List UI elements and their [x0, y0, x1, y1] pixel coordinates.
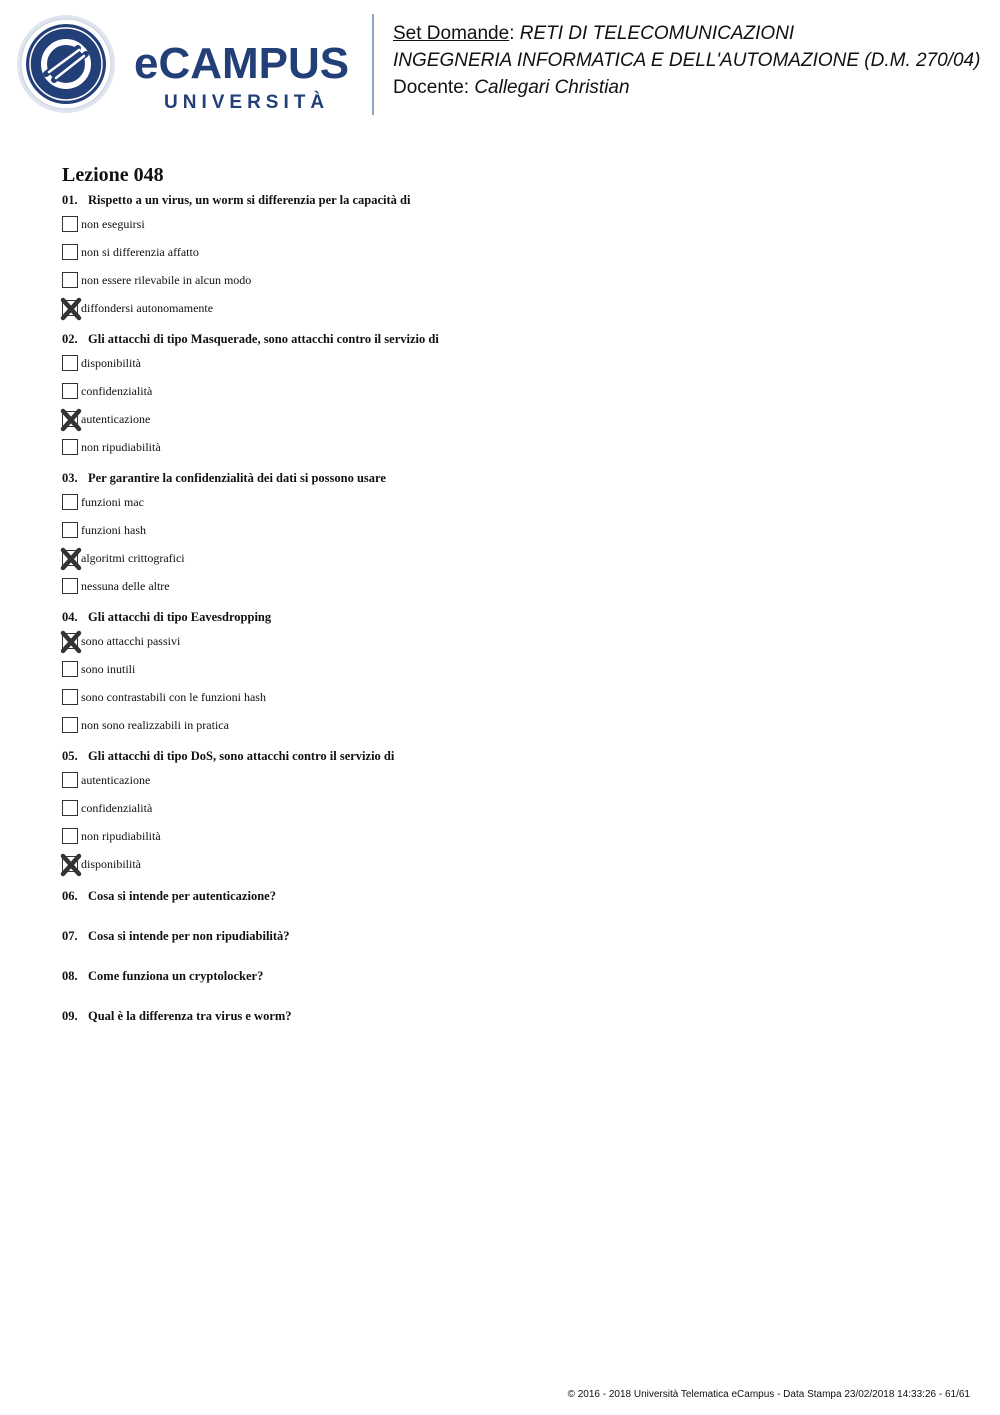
- ecampus-wordmark: [134, 36, 356, 116]
- answer-option[interactable]: [62, 405, 962, 433]
- answer-label: autenticazione: [81, 772, 151, 787]
- question-text: Rispetto a un virus, un worm si differenzia per la capacità di: [88, 193, 411, 207]
- open-question: [62, 926, 962, 966]
- answer-option[interactable]: [62, 572, 962, 600]
- svg-text:eCAMPUS: eCAMPUS: [134, 39, 350, 88]
- checkbox-icon[interactable]: [62, 772, 78, 788]
- answer-label: non eseguirsi: [81, 216, 145, 231]
- teacher-line: [393, 74, 980, 101]
- question-number: 03.: [62, 471, 78, 485]
- multiple-choice-questions: [62, 190, 962, 878]
- checkbox-icon[interactable]: [62, 355, 78, 371]
- answer-option[interactable]: [62, 488, 962, 516]
- open-question: [62, 966, 962, 1006]
- answer-label: non si differenzia affatto: [81, 244, 199, 259]
- checked-checkbox-icon[interactable]: [62, 411, 78, 427]
- answer-label: funzioni hash: [81, 522, 146, 537]
- answer-label: non ripudiabilità: [81, 828, 161, 843]
- question-text: Gli attacchi di tipo Eavesdropping: [88, 610, 272, 624]
- answer-option[interactable]: [62, 627, 962, 655]
- question-title: [62, 746, 962, 766]
- answer-label: sono attacchi passivi: [81, 633, 181, 648]
- open-question: [62, 886, 962, 926]
- question-number: 04.: [62, 610, 78, 624]
- answer-label: non essere rilevabile in alcun modo: [81, 272, 252, 287]
- checked-checkbox-icon[interactable]: [62, 856, 78, 872]
- checkbox-icon[interactable]: [62, 717, 78, 733]
- answer-option[interactable]: [62, 544, 962, 572]
- answer-label: non ripudiabilità: [81, 439, 161, 454]
- question-text: Cosa si intende per non ripudiabilità?: [88, 929, 290, 943]
- checkbox-icon[interactable]: [62, 689, 78, 705]
- checked-checkbox-icon[interactable]: [62, 633, 78, 649]
- set-label: Set Domande: [393, 23, 510, 44]
- question-title: [62, 329, 962, 349]
- answer-option[interactable]: [62, 850, 962, 878]
- checked-checkbox-icon[interactable]: [62, 300, 78, 316]
- page-header: [0, 0, 1000, 130]
- answer-label: disponibilità: [81, 355, 141, 370]
- degree-name: INGEGNERIA INFORMATICA E DELL'AUTOMAZIONE (D.M. 270/04): [393, 50, 981, 71]
- question-text: Per garantire la confidenzialità dei dati si possono usare: [88, 471, 386, 485]
- open-question: [62, 1006, 962, 1046]
- answer-label: diffondersi autonomamente: [81, 300, 214, 315]
- question-title: [62, 607, 962, 627]
- answer-option[interactable]: [62, 766, 962, 794]
- course-name: RETI DI TELECOMUNICAZIONI: [519, 23, 795, 44]
- answer-label: autenticazione: [81, 411, 151, 426]
- header-divider: [372, 14, 374, 115]
- question-number: 09.: [62, 1009, 78, 1023]
- answer-label: disponibilità: [81, 856, 141, 871]
- question-1: [62, 190, 962, 322]
- answer-label: confidenzialità: [81, 383, 153, 398]
- checkbox-icon[interactable]: [62, 800, 78, 816]
- page-footer: © 2016 - 2018 Università Telematica eCampus - Data Stampa 23/02/2018 14:33:26 - 61/61: [567, 1389, 970, 1400]
- checkbox-icon[interactable]: [62, 272, 78, 288]
- answer-label: nessuna delle altre: [81, 578, 170, 593]
- open-questions: [62, 886, 962, 1046]
- checkbox-icon[interactable]: [62, 244, 78, 260]
- question-set: [62, 160, 962, 1046]
- question-title: [62, 190, 962, 210]
- question-2: [62, 329, 962, 461]
- checkbox-icon[interactable]: [62, 383, 78, 399]
- answer-option[interactable]: [62, 266, 962, 294]
- question-number: 01.: [62, 193, 78, 207]
- teacher-name: Callegari Christian: [474, 77, 630, 98]
- answer-option[interactable]: [62, 516, 962, 544]
- answer-option[interactable]: [62, 349, 962, 377]
- answer-option[interactable]: [62, 210, 962, 238]
- checkbox-icon[interactable]: [62, 828, 78, 844]
- answer-label: sono inutili: [81, 661, 136, 676]
- question-number: 02.: [62, 332, 78, 346]
- answer-option[interactable]: [62, 294, 962, 322]
- header-info: [393, 20, 980, 101]
- checkbox-icon[interactable]: [62, 578, 78, 594]
- colon: :: [509, 23, 515, 44]
- question-text: Gli attacchi di tipo Masquerade, sono attacchi contro il servizio di: [88, 332, 439, 346]
- svg-text:UNIVERSITÀ: UNIVERSITÀ: [164, 92, 330, 113]
- answer-label: confidenzialità: [81, 800, 153, 815]
- ecampus-seal-logo: [16, 14, 116, 114]
- answer-option[interactable]: [62, 794, 962, 822]
- question-text: Come funziona un cryptolocker?: [88, 969, 264, 983]
- question-number: 07.: [62, 929, 78, 943]
- answer-option[interactable]: [62, 433, 962, 461]
- checkbox-icon[interactable]: [62, 216, 78, 232]
- question-number: 08.: [62, 969, 78, 983]
- question-text: Gli attacchi di tipo DoS, sono attacchi contro il servizio di: [88, 749, 395, 763]
- question-number: 06.: [62, 889, 78, 903]
- checkbox-icon[interactable]: [62, 661, 78, 677]
- question-3: [62, 468, 962, 600]
- answer-option[interactable]: [62, 238, 962, 266]
- lesson-title: Lezione 048: [62, 164, 164, 186]
- checkbox-icon[interactable]: [62, 522, 78, 538]
- answer-option[interactable]: [62, 822, 962, 850]
- question-5: [62, 746, 962, 878]
- question-title: [62, 468, 962, 488]
- answer-option[interactable]: [62, 655, 962, 683]
- course-line: [393, 20, 980, 47]
- question-number: 05.: [62, 749, 78, 763]
- answer-option[interactable]: [62, 711, 962, 739]
- degree-line: [393, 47, 980, 74]
- answer-label: algoritmi crittografici: [81, 550, 185, 565]
- checkbox-icon[interactable]: [62, 439, 78, 455]
- answer-option[interactable]: [62, 683, 962, 711]
- question-4: [62, 607, 962, 739]
- question-text: Cosa si intende per autenticazione?: [88, 889, 276, 903]
- teacher-label: Docente:: [393, 77, 475, 98]
- answer-label: sono contrastabili con le funzioni hash: [81, 689, 266, 704]
- answer-label: non sono realizzabili in pratica: [81, 717, 229, 732]
- answer-label: funzioni mac: [81, 494, 144, 509]
- checked-checkbox-icon[interactable]: [62, 550, 78, 566]
- checkbox-icon[interactable]: [62, 494, 78, 510]
- answer-option[interactable]: [62, 377, 962, 405]
- question-text: Qual è la differenza tra virus e worm?: [88, 1009, 292, 1023]
